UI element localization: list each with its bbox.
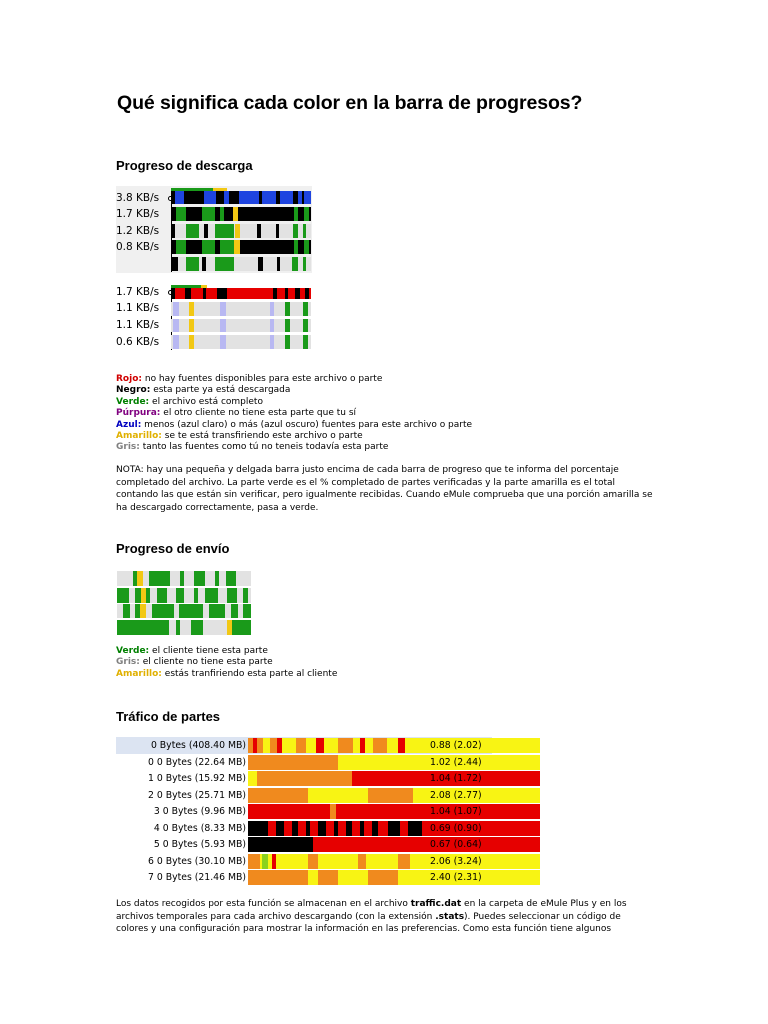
bar-segment xyxy=(303,224,306,238)
legend-term: Negro: xyxy=(116,385,151,396)
bar-segment xyxy=(184,191,204,204)
bar-segment xyxy=(360,738,365,753)
legend-row-green xyxy=(116,397,472,408)
bar-segment xyxy=(149,571,170,586)
bar-segment xyxy=(293,191,298,204)
download-bar-source xyxy=(171,335,311,349)
bar-segment xyxy=(398,738,405,753)
bar-segment xyxy=(185,288,191,299)
bar-segment xyxy=(248,771,257,786)
traffic-bar xyxy=(248,821,540,836)
table-row xyxy=(116,737,492,754)
legend-row-gray xyxy=(116,657,337,668)
bar-segment xyxy=(408,821,422,836)
bar-segment xyxy=(176,588,184,603)
legend-term: Verde: xyxy=(116,396,150,407)
bar-segment xyxy=(277,257,280,271)
bar-segment xyxy=(179,604,203,618)
bar-segment xyxy=(302,191,304,204)
table-row xyxy=(116,836,492,853)
traffic-bar xyxy=(248,771,540,786)
bar-segment xyxy=(232,620,251,635)
bar-segment xyxy=(220,207,224,221)
bar-segment xyxy=(305,288,309,299)
traffic-heading: Tráfico de partes xyxy=(116,709,221,724)
bar-segment xyxy=(205,588,218,603)
traffic-bar xyxy=(248,854,540,869)
upload-bar xyxy=(117,604,251,618)
legend-text: el cliente no tiene esta parte xyxy=(142,657,273,668)
bar-segment xyxy=(189,319,194,332)
table-row xyxy=(116,754,492,771)
bar-segment xyxy=(171,288,175,299)
bar-segment xyxy=(257,224,261,238)
bar-segment xyxy=(176,207,186,221)
bar-segment xyxy=(303,257,306,271)
upload-heading: Progreso de envío xyxy=(116,541,230,556)
bar-segment xyxy=(276,191,280,204)
download-bar-file xyxy=(171,288,311,299)
bar-segment xyxy=(292,821,298,836)
bar-segment xyxy=(398,854,410,869)
bar-segment xyxy=(234,240,240,254)
legend-text: tanto las fuentes como tú no teneis todavía esta parte xyxy=(142,442,389,453)
bar-segment xyxy=(285,319,290,332)
bar-segment xyxy=(270,302,274,316)
legend-text: el otro cliente no tiene esta parte que tu sí xyxy=(163,408,357,419)
bar-segment xyxy=(330,804,336,819)
legend-text: estás tranfiriendo esta parte al cliente xyxy=(164,668,338,679)
legend-row-yellow xyxy=(116,431,472,442)
bar-segment xyxy=(285,288,288,299)
bottom-text: en la carpeta de eMule Plus y en los archivos temporales para cada archivo descargando (con la extensión xyxy=(116,899,627,922)
color-legend xyxy=(116,374,472,454)
traffic-bar xyxy=(248,870,540,885)
bar-segment xyxy=(294,240,298,254)
speed-label: 1.7 KB/s xyxy=(116,286,160,298)
speed-label: 0.6 KB/s xyxy=(116,336,160,348)
note-paragraph: NOTA: hay una pequeña y delgada barra justo encima de cada barra de progreso que te informa del porcentaje completado del archivo. La parte verde es el % completado de partes verificadas y la parte amarilla es el total contando las que están sin verificar, pero igualmente recibidas. Cuando eMule comprueba que una porción amarilla se ha descargado correctamente, pasa a verde. xyxy=(116,465,653,513)
upload-bar xyxy=(117,588,251,603)
download-bar-source xyxy=(171,302,311,316)
bar-segment xyxy=(215,257,234,271)
bar-segment xyxy=(137,571,143,586)
bar-segment xyxy=(318,821,326,836)
bar-segment xyxy=(220,319,226,332)
bar-segment xyxy=(233,207,238,221)
traffic-ratio: 0.88 (2.02) xyxy=(430,740,482,751)
bar-segment xyxy=(173,302,179,316)
bar-segment xyxy=(360,821,364,836)
legend-text: menos (azul claro) o más (azul oscuro) fuentes para este archivo o parte xyxy=(144,419,473,430)
bar-segment xyxy=(306,821,310,836)
legend-row-black xyxy=(116,385,472,396)
bar-segment xyxy=(243,604,251,618)
bar-segment xyxy=(173,319,179,332)
speed-label: 1.7 KB/s xyxy=(116,208,160,220)
legend-term: Gris: xyxy=(116,657,140,668)
bottom-text: Los datos recogidos por esta función se almacenan en el archivo xyxy=(116,899,411,909)
speed-label: 1.2 KB/s xyxy=(116,225,160,237)
traffic-bar xyxy=(248,755,540,770)
traffic-label: 7 0 Bytes (21.46 MB) xyxy=(147,872,246,883)
bar-segment xyxy=(123,604,130,618)
bar-segment xyxy=(270,319,274,332)
bar-segment xyxy=(203,288,206,299)
bar-segment xyxy=(157,588,167,603)
legend-text: se te está transfiriendo este archivo o parte xyxy=(164,430,363,441)
legend-text: el archivo está completo xyxy=(152,396,263,407)
bar-segment xyxy=(270,738,277,753)
bar-segment xyxy=(146,588,150,603)
traffic-label: 2 0 Bytes (25.71 MB) xyxy=(147,790,246,801)
bar-segment xyxy=(220,302,226,316)
bar-segment xyxy=(292,257,298,271)
legend-term: Verde: xyxy=(116,646,150,656)
bar-segment xyxy=(220,240,234,254)
bar-segment xyxy=(202,207,215,221)
upload-legend xyxy=(116,646,337,680)
bar-segment xyxy=(304,207,309,221)
bar-segment xyxy=(216,191,224,204)
speed-label: 3.8 KB/s xyxy=(116,192,160,204)
traffic-label: 4 0 Bytes (8.33 MB) xyxy=(153,823,246,834)
bar-segment xyxy=(303,319,308,332)
legend-row-yellow xyxy=(116,669,337,680)
bar-segment xyxy=(171,257,178,271)
bar-segment xyxy=(191,620,203,635)
table-row xyxy=(116,803,492,820)
bar-segment xyxy=(296,738,306,753)
traffic-label: 0 0 Bytes (22.64 MB) xyxy=(147,757,246,768)
bar-segment xyxy=(368,788,413,803)
speed-label: 1.1 KB/s xyxy=(116,319,160,331)
bar-segment xyxy=(272,854,276,869)
bar-segment xyxy=(276,821,284,836)
traffic-ratio: 1.04 (1.07) xyxy=(430,806,482,817)
bar-segment xyxy=(152,604,174,618)
bar-segment xyxy=(171,191,175,204)
file-name: traffic.dat xyxy=(410,899,462,909)
bar-segment xyxy=(248,854,260,869)
download-bar-source xyxy=(171,207,311,221)
bar-segment xyxy=(189,335,194,349)
bar-segment xyxy=(186,257,199,271)
speed-label: 1.1 KB/s xyxy=(116,302,160,314)
bar-segment xyxy=(173,335,179,349)
download-bar-file xyxy=(171,191,311,204)
bottom-paragraph xyxy=(116,898,636,936)
legend-row-red xyxy=(116,374,472,385)
traffic-ratio: 1.04 (1.72) xyxy=(430,773,482,784)
legend-text: esta parte ya está descargada xyxy=(153,385,291,396)
traffic-bar xyxy=(248,738,540,753)
table-row xyxy=(116,787,492,804)
bar-segment xyxy=(202,257,206,271)
legend-term: Amarillo: xyxy=(116,668,162,679)
bar-segment xyxy=(338,738,353,753)
bar-segment xyxy=(372,821,378,836)
bar-segment xyxy=(176,620,180,635)
bar-segment xyxy=(209,604,225,618)
traffic-ratio: 2.40 (2.31) xyxy=(430,872,482,883)
bar-segment xyxy=(117,620,169,635)
bar-segment xyxy=(248,870,308,885)
traffic-label: 5 0 Bytes (5.93 MB) xyxy=(153,839,246,850)
bar-segment xyxy=(293,224,298,238)
traffic-ratio: 2.06 (3.24) xyxy=(430,856,482,867)
page-title: Qué significa cada color en la barra de progresos? xyxy=(117,92,583,114)
legend-row-gray xyxy=(116,442,472,453)
bar-segment xyxy=(215,571,219,586)
bar-segment xyxy=(176,240,186,254)
speed-label: 0.8 KB/s xyxy=(116,241,160,253)
legend-text: el cliente tiene esta parte xyxy=(152,646,268,656)
bar-segment xyxy=(248,837,313,852)
bar-segment xyxy=(194,571,205,586)
bar-segment xyxy=(217,288,227,299)
bar-segment xyxy=(304,240,309,254)
legend-row-green xyxy=(116,646,337,657)
bar-segment xyxy=(194,588,198,603)
bar-segment xyxy=(248,788,308,803)
bar-segment xyxy=(308,854,318,869)
bar-segment xyxy=(180,571,184,586)
table-row xyxy=(116,770,492,787)
bar-segment xyxy=(334,821,338,836)
traffic-bar xyxy=(248,788,540,803)
traffic-label: 6 0 Bytes (30.10 MB) xyxy=(147,856,246,867)
traffic-label: 3 0 Bytes (9.96 MB) xyxy=(153,806,246,817)
download-heading: Progreso de descarga xyxy=(116,158,253,173)
legend-term: Amarillo: xyxy=(116,430,162,441)
bar-segment xyxy=(270,335,274,349)
bar-segment xyxy=(303,302,308,316)
traffic-ratio: 0.67 (0.64) xyxy=(430,839,482,850)
bar-segment xyxy=(202,240,215,254)
bar-segment xyxy=(295,288,300,299)
bar-segment xyxy=(285,335,290,349)
bar-segment xyxy=(358,854,366,869)
bar-segment xyxy=(229,191,239,204)
table-row xyxy=(116,869,492,886)
table-row xyxy=(116,853,492,870)
bar-segment xyxy=(171,224,175,238)
table-row xyxy=(116,820,492,837)
bar-segment xyxy=(258,257,263,271)
bottom-text: ). Puedes seleccionar un código de colores y una configuración para mostrar la información en las preferencias. Como esta función tiene algunos xyxy=(116,911,621,935)
bar-segment xyxy=(220,335,226,349)
traffic-ratio: 1.02 (2.44) xyxy=(430,757,482,768)
bar-segment xyxy=(346,821,352,836)
upload-bar xyxy=(117,620,251,635)
traffic-bar xyxy=(248,804,540,819)
legend-term: Púrpura: xyxy=(116,408,161,419)
bar-segment xyxy=(186,224,199,238)
legend-term: Rojo: xyxy=(116,374,142,384)
bar-segment xyxy=(231,604,238,618)
bar-segment xyxy=(273,288,277,299)
traffic-ratio: 2.08 (2.77) xyxy=(430,790,482,801)
bar-segment xyxy=(215,224,234,238)
bar-segment xyxy=(276,224,279,238)
bar-segment xyxy=(285,302,290,316)
bar-segment xyxy=(257,771,352,786)
bar-segment xyxy=(189,302,194,316)
bar-segment xyxy=(204,224,208,238)
bar-segment xyxy=(248,755,338,770)
traffic-ratio: 0.69 (0.90) xyxy=(430,823,482,834)
bar-segment xyxy=(303,335,308,349)
traffic-bar xyxy=(248,837,540,852)
bar-segment xyxy=(140,604,146,618)
bar-segment xyxy=(235,224,240,238)
legend-row-purple xyxy=(116,408,472,419)
bar-segment xyxy=(227,588,237,603)
bar-segment xyxy=(318,870,338,885)
download-bar-source xyxy=(171,224,311,238)
download-bar-source xyxy=(171,319,311,332)
bar-segment xyxy=(388,821,400,836)
download-bar-source xyxy=(171,257,311,271)
bar-segment xyxy=(248,821,268,836)
bar-segment xyxy=(243,588,248,603)
legend-text: no hay fuentes disponibles para este archivo o parte xyxy=(144,374,383,384)
bar-segment xyxy=(368,870,398,885)
file-extension: .stats xyxy=(435,911,465,922)
download-bar-source xyxy=(171,240,311,254)
traffic-label: 1 0 Bytes (15.92 MB) xyxy=(147,773,246,784)
bar-segment xyxy=(262,854,268,869)
upload-bar xyxy=(117,571,251,586)
bar-segment xyxy=(117,588,129,603)
bar-segment xyxy=(259,191,262,204)
bar-segment xyxy=(253,738,257,753)
legend-term: Gris: xyxy=(116,442,140,453)
bar-segment xyxy=(226,571,236,586)
traffic-label: 0 Bytes (408.40 MB) xyxy=(150,740,246,751)
bar-segment xyxy=(294,207,298,221)
bar-segment xyxy=(277,738,282,753)
legend-term: Azul: xyxy=(116,419,142,430)
legend-row-blue xyxy=(116,420,472,431)
bar-segment xyxy=(373,738,387,753)
bar-segment xyxy=(316,738,324,753)
